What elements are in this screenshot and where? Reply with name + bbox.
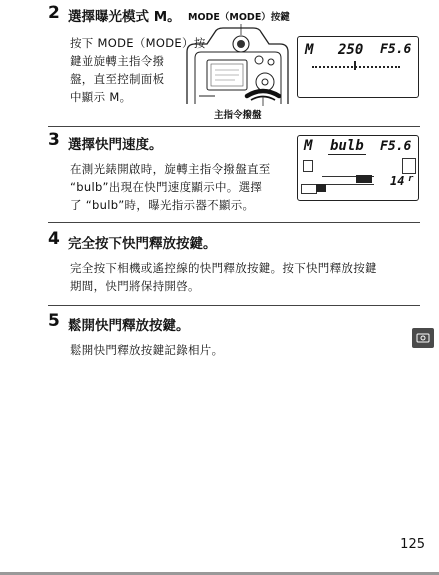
mode-button-label: MODE（MODE）按鍵 bbox=[188, 12, 290, 23]
lcd-exposure-mode-bulb: M bbox=[304, 138, 313, 154]
section-divider bbox=[48, 305, 420, 306]
exposure-indicator-scale bbox=[312, 66, 400, 69]
exposure-indicator-center-mark bbox=[354, 61, 356, 70]
step-5-number: 5 bbox=[48, 311, 60, 331]
lcd-shutter-bulb: bulb bbox=[330, 138, 364, 154]
lcd-info-box bbox=[356, 175, 372, 183]
step-5-line-1: 鬆開快門釋放按鍵記錄相片。 bbox=[70, 343, 224, 357]
step-2-line-3: 盤，直至控制面板 bbox=[70, 72, 165, 86]
step-4-line-2: 期間，快門將保持開啓。 bbox=[70, 279, 200, 293]
page-number: 125 bbox=[400, 537, 425, 552]
control-panel-display-step2 bbox=[297, 36, 419, 98]
lcd-exposure-mode: M bbox=[305, 42, 314, 58]
section-divider bbox=[48, 222, 420, 223]
step-5-title: 鬆開快門釋放按鍵。 bbox=[68, 318, 190, 334]
step-2-number: 2 bbox=[48, 3, 60, 23]
lcd-quality-box bbox=[301, 184, 317, 194]
control-panel-display-step3 bbox=[297, 135, 419, 201]
lcd-frame-unit: r bbox=[408, 174, 414, 184]
step-4-title: 完全按下快門釋放按鍵。 bbox=[68, 236, 217, 252]
step-3-number: 3 bbox=[48, 130, 60, 150]
camera-body-illustration bbox=[185, 24, 290, 106]
step-3-line-1: 在測光錶開啟時，旋轉主指令撥盤直至 bbox=[70, 162, 271, 176]
lcd-aperture-bulb: F5.6 bbox=[380, 139, 412, 154]
lcd-aperture: F5.6 bbox=[380, 42, 412, 57]
step-3-line-2: “bulb”出現在快門速度顯示中。選擇 bbox=[70, 180, 263, 194]
step-2-title: 選擇曝光模式 M。 bbox=[68, 9, 181, 25]
lcd-small-indicators bbox=[303, 160, 313, 172]
step-4-line-1: 完全按下相機或遙控線的快門釋放按鍵。按下快門釋放按鍵 bbox=[70, 261, 377, 275]
step-2-line-2: 鍵並旋轉主指令撥 bbox=[70, 54, 165, 68]
section-divider bbox=[48, 126, 420, 127]
step-2-line-4: 中顯示 M。 bbox=[70, 90, 132, 104]
camera-mode-icon bbox=[412, 328, 434, 348]
main-command-dial-label: 主指令撥盤 bbox=[214, 110, 262, 121]
step-4-number: 4 bbox=[48, 229, 60, 249]
step-2-line-1: 按下 MODE（MODE）按 bbox=[70, 36, 206, 50]
lcd-bracket-box bbox=[402, 158, 416, 174]
section-tab-icon bbox=[412, 328, 434, 348]
lcd-image-size-box bbox=[316, 184, 326, 192]
lcd-frame-count: 14 bbox=[390, 174, 405, 188]
step-3-line-3: 了 “bulb”時，曝光指示器不顯示。 bbox=[70, 198, 255, 212]
lcd-shutter-speed: 250 bbox=[338, 42, 364, 58]
step-3-title: 選擇快門速度。 bbox=[68, 137, 163, 153]
